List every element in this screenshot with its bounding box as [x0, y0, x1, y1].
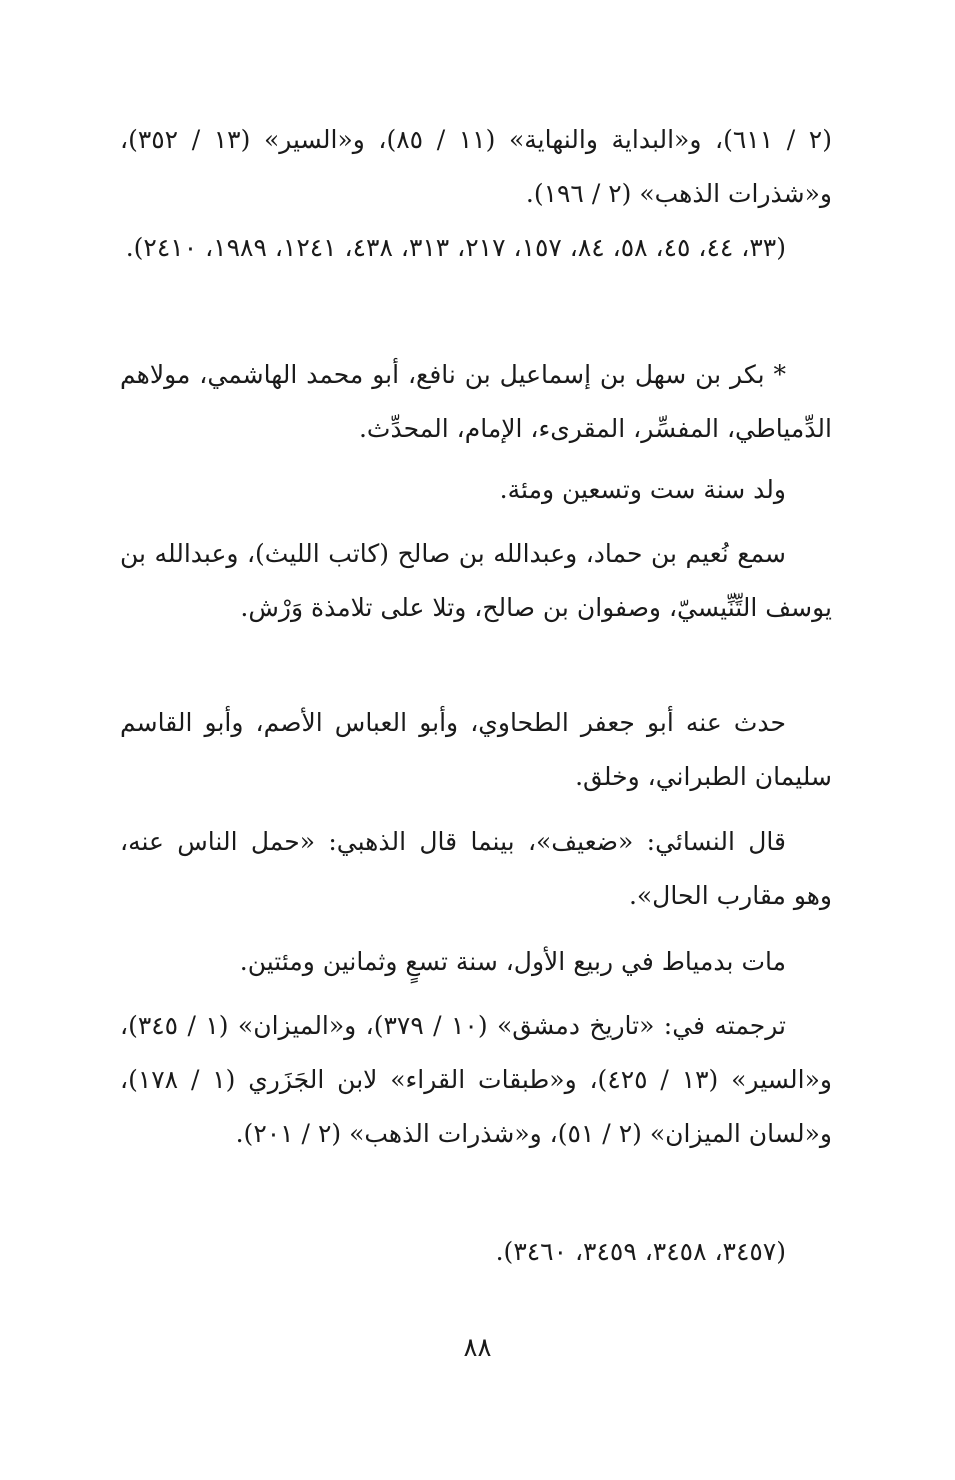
entry-heading: * بكر بن سهل بن إسماعيل بن نافع، أبو محمد الهاشمي، مولاهم الدِّمياطي، المفسِّر، المقرىء، الإمام، المحدِّث. [120, 360, 832, 443]
grading-paragraph: قال النسائي: «ضعيف»، بينما قال الذهبي: «حمل الناس عنه، وهو مقارب الحال». [120, 827, 832, 910]
previous-entry-hadith-numbers: (٣٣، ٤٤، ٤٥، ٥٨، ٨٤، ١٥٧، ٢١٧، ٣١٣، ٤٣٨، ١٢٤١، ١٩٨٩، ٢٤١٠). [125, 233, 786, 262]
teachers-paragraph: سمع نُعيم بن حماد، وعبدالله بن صالح (كاتب الليث)، وعبدالله بن يوسف التِّنِّيسيّ، وصفوان بن صالح، وتلا على تلامذة وَرْش. [120, 539, 832, 622]
hadith-numbers: (٣٤٥٧، ٣٤٥٨، ٣٤٥٩، ٣٤٦٠). [495, 1237, 786, 1266]
page-number: ٨٨ [463, 1333, 492, 1363]
students-paragraph: حدث عنه أبو جعفر الطحاوي، وأبو العباس الأصم، وأبو القاسم سليمان الطبراني، وخلق. [120, 708, 832, 791]
translation-references: ترجمته في: «تاريخ دمشق» (١٠ / ٣٧٩)، و«الميزان» (١ / ٣٤٥)، و«السير» (١٣ / ٤٢٥)، و«طبقات القراء» لابن الجَزَري (١ / ١٧٨)، و«لسان الميزان» (٢ / ٥١)، و«شذرات الذهب» (٢ / ٢٠١). [120, 1011, 832, 1148]
birth-paragraph: ولد سنة ست وتسعين ومئة. [499, 475, 786, 504]
death-paragraph: مات بدمياط في ربيع الأول، سنة تسعٍ وثمانين ومئتين. [239, 947, 786, 976]
previous-entry-references: (٢ / ٦١١)، و«البداية والنهاية» (١١ / ٨٥)، و«السير» (١٣ / ٣٥٢)، و«شذرات الذهب» (٢ / ١٩٦). [120, 125, 832, 208]
